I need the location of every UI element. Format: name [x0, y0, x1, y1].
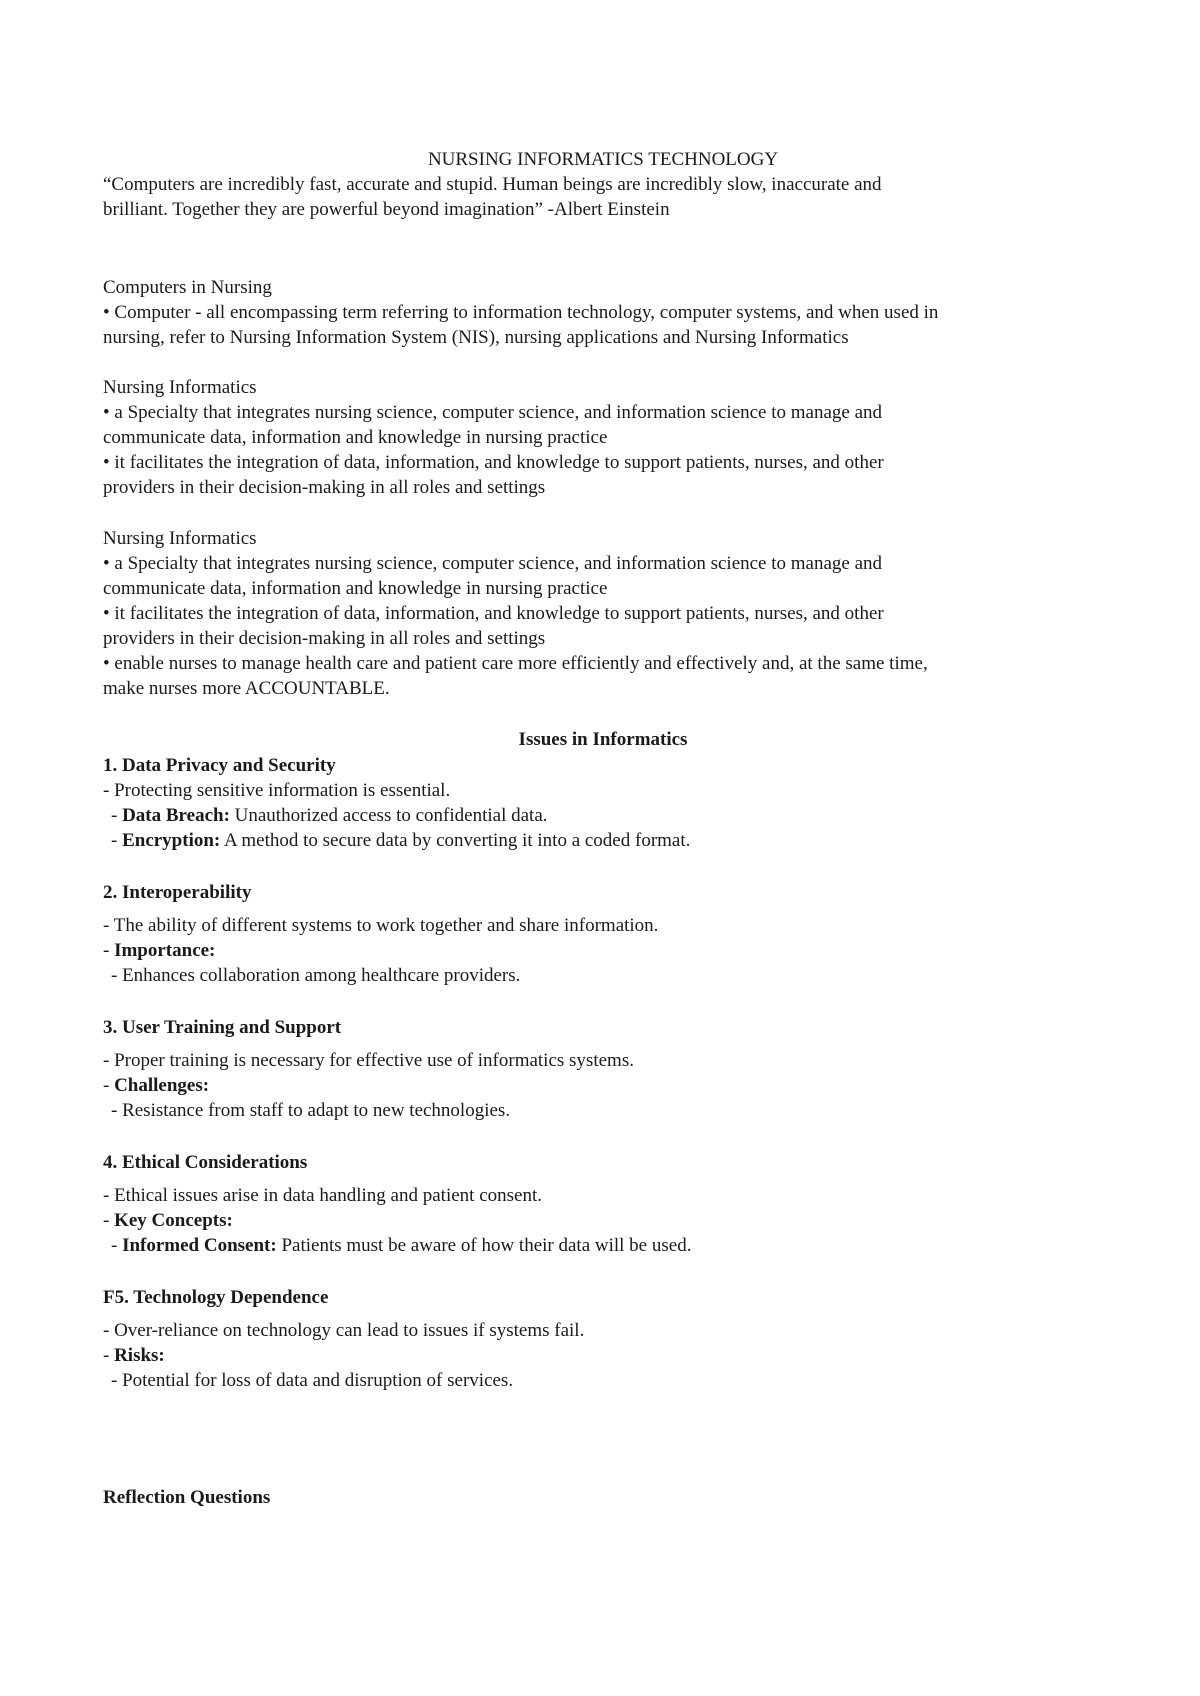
issue-1-line-1: - Protecting sensitive information is essential. [103, 780, 451, 801]
reflection-heading: Reflection Questions [103, 1487, 271, 1508]
issue-1-heading: 1. Data Privacy and Security [103, 755, 336, 776]
bullet-computer-line-1: • Computer - all encompassing term referring to information technology, computer systems, and when used in [103, 302, 939, 323]
term-encryption: Encryption: [122, 830, 221, 851]
issues-heading: Issues in Informatics [518, 729, 688, 750]
ni2-bullet-3-line-1: • enable nurses to manage health care and patient care more efficiently and effectively and, at the same time, [103, 653, 928, 674]
ni2-bullet-1-line-2: communicate data, information and knowledge in nursing practice [103, 578, 608, 599]
issue-5-line-2 [103, 1344, 165, 1368]
term-key-concepts: Key Concepts: [114, 1210, 233, 1231]
ni1-bullet-2-line-1: • it facilitates the integration of data, information, and knowledge to support patients, nurses, and other [103, 452, 884, 473]
ni2-bullet-2-line-2: providers in their decision-making in all roles and settings [103, 628, 546, 649]
issue-2-line-2 [103, 939, 215, 963]
ni1-bullet-2-line-2: providers in their decision-making in all roles and settings [103, 477, 546, 498]
term-data-breach: Data Breach: [122, 805, 230, 826]
term-challenges: Challenges: [114, 1075, 210, 1096]
section-heading-nursing-informatics-1: Nursing Informatics [103, 377, 257, 398]
issue-2-line-3: - Enhances collaboration among healthcare providers. [111, 965, 521, 986]
issue-3-heading: 3. User Training and Support [103, 1017, 342, 1038]
issue-3-line-2 [103, 1074, 209, 1098]
list-dash: - [111, 805, 123, 826]
definition-data-breach: Unauthorized access to confidential data. [229, 805, 548, 826]
list-dash: - [103, 1210, 115, 1231]
quote-line-1: “Computers are incredibly fast, accurate and stupid. Human beings are incredibly slow, inaccurate and [103, 174, 882, 195]
ni2-bullet-2-line-1: • it facilitates the integration of data, information, and knowledge to support patients, nurses, and other [103, 603, 884, 624]
issue-1-line-3 [111, 829, 690, 853]
issue-3-line-3: - Resistance from staff to adapt to new technologies. [111, 1100, 511, 1121]
issue-3-line-1: - Proper training is necessary for effective use of informatics systems. [103, 1050, 634, 1071]
list-dash: - [103, 1345, 115, 1366]
quote-line-2: brilliant. Together they are powerful beyond imagination” -Albert Einstein [103, 199, 670, 220]
document-page [103, 0, 1103, 1696]
term-risks: Risks: [114, 1345, 165, 1366]
term-importance: Importance: [114, 940, 216, 961]
issue-2-heading: 2. Interoperability [103, 882, 252, 903]
issue-2-line-1: - The ability of different systems to work together and share information. [103, 915, 659, 936]
list-dash: - [111, 830, 123, 851]
issue-5-line-1: - Over-reliance on technology can lead to issues if systems fail. [103, 1320, 585, 1341]
list-dash: - [103, 1075, 115, 1096]
issue-4-line-1: - Ethical issues arise in data handling and patient consent. [103, 1185, 542, 1206]
ni2-bullet-3-line-2: make nurses more ACCOUNTABLE. [103, 678, 390, 699]
ni2-bullet-1-line-1: • a Specialty that integrates nursing science, computer science, and information science to manage and [103, 553, 883, 574]
issue-4-line-3 [111, 1234, 691, 1258]
list-dash: - [111, 1235, 123, 1256]
definition-encryption: A method to secure data by converting it into a coded format. [220, 830, 691, 851]
ni1-bullet-1-line-1: • a Specialty that integrates nursing science, computer science, and information science to manage and [103, 402, 883, 423]
term-informed-consent: Informed Consent: [122, 1235, 277, 1256]
section-heading-nursing-informatics-2: Nursing Informatics [103, 528, 257, 549]
issue-5-line-3: - Potential for loss of data and disruption of services. [111, 1370, 514, 1391]
bullet-computer-line-2: nursing, refer to Nursing Information System (NIS), nursing applications and Nursing Informatics [103, 327, 849, 348]
issue-4-line-2 [103, 1209, 233, 1233]
section-heading-computers-in-nursing: Computers in Nursing [103, 277, 272, 298]
issue-4-heading: 4. Ethical Considerations [103, 1152, 308, 1173]
definition-informed-consent: Patients must be aware of how their data will be used. [276, 1235, 692, 1256]
issue-5-heading: F5. Technology Dependence [103, 1287, 329, 1308]
issue-1-line-2 [111, 804, 548, 828]
list-dash: - [103, 940, 115, 961]
ni1-bullet-1-line-2: communicate data, information and knowledge in nursing practice [103, 427, 608, 448]
document-title: NURSING INFORMATICS TECHNOLOGY [427, 149, 779, 170]
